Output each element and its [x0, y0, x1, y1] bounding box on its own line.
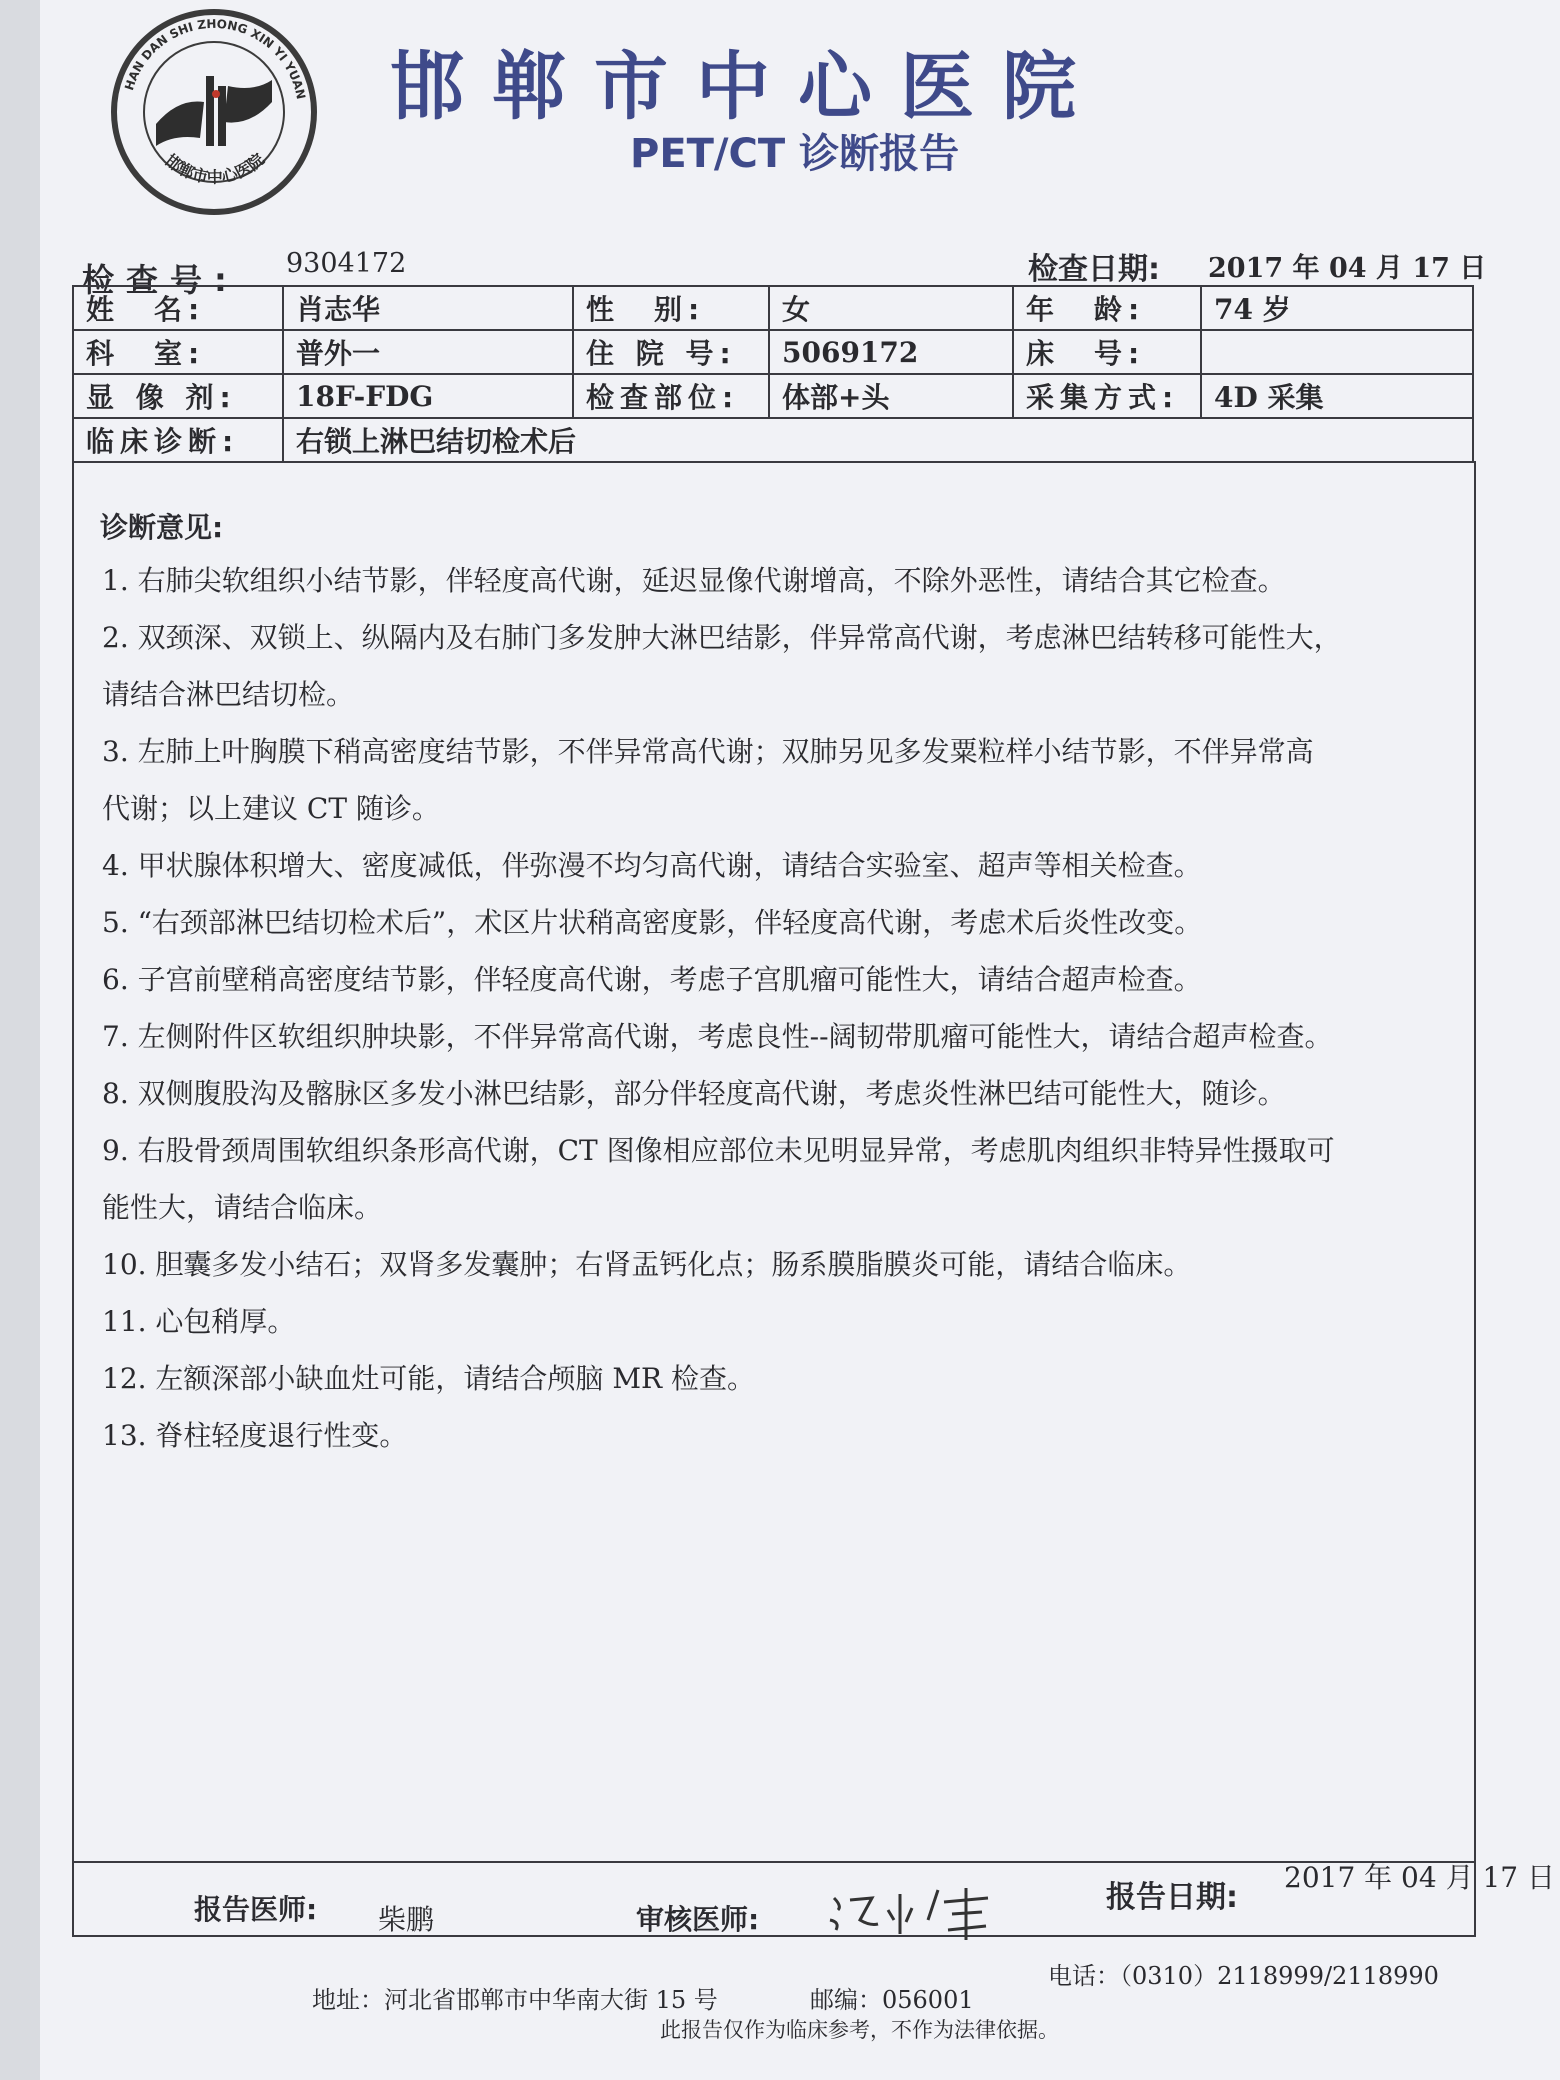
report-title: PET/CT 诊断报告 [630, 131, 960, 177]
reporter-label: 报告医师: [194, 1893, 318, 1926]
info-row [73, 418, 1473, 462]
diagnosis-item: 9. 右股骨颈周围软组织条形高代谢，CT 图像相应部位未见明显异常，考虑肌肉组织非特异性摄取可 [102, 1134, 1335, 1167]
info-row [73, 286, 1473, 330]
phone-number: 电话：（0310）2118999/2118990 [1048, 1962, 1439, 1990]
inpatient-label: 住 院 号: [573, 330, 769, 374]
report-date: 2017 年 04 月 17 日 [1284, 1861, 1556, 1894]
agent-label: 显 像 剂: [73, 374, 283, 418]
hospital-address: 地址：河北省邯郸市中华南大街 15 号 [312, 1986, 718, 2014]
report-date-label: 报告日期: [1106, 1880, 1238, 1915]
acquisition-mode: 4D 采集 [1201, 374, 1473, 418]
diagnosis-list [102, 552, 1492, 1464]
diagnosis-item: 代谢；以上建议 CT 随诊。 [102, 792, 440, 825]
svg-text:邯郸市中心医院: 邯郸市中心医院 [161, 149, 268, 187]
diagnosis-item: 11. 心包稍厚。 [102, 1305, 296, 1338]
hospital-logo [108, 6, 320, 218]
diagnosis-item: 5. “右颈部淋巴结切检术后”，术区片状稍高密度影，伴轻度高代谢，考虑术后炎性改变。 [102, 906, 1203, 939]
patient-sex: 女 [769, 286, 1013, 330]
reviewer-signature [820, 1880, 1000, 1950]
diagnosis-item: 6. 子宫前壁稍高密度结节影，伴轻度高代谢，考虑子宫肌瘤可能性大，请结合超声检查。 [102, 963, 1202, 996]
info-row [73, 374, 1473, 418]
clinical-diagnosis: 右锁上淋巴结切检术后 [283, 418, 1473, 462]
imaging-agent: 18F-FDG [283, 374, 573, 418]
postal-code: 邮编：056001 [810, 1986, 974, 2014]
age-label: 年 龄: [1013, 286, 1201, 330]
clinical-label: 临床诊断: [73, 418, 283, 462]
exam-date-label: 检查日期: [1028, 252, 1160, 287]
bed-no [1201, 330, 1473, 374]
dept-label: 科 室: [73, 330, 283, 374]
diagnosis-item: 10. 胆囊多发小结石；双肾多发囊肿；右肾盂钙化点；肠系膜脂膜炎可能，请结合临床。 [102, 1248, 1192, 1281]
disclaimer: 此报告仅作为临床参考，不作为法律依据。 [660, 2018, 1059, 2042]
exam-no: 9304172 [286, 248, 407, 279]
bed-label: 床 号: [1013, 330, 1201, 374]
diagnosis-item: 4. 甲状腺体积增大、密度减低，伴弥漫不均匀高代谢，请结合实验室、超声等相关检查。 [102, 849, 1202, 882]
name-label: 姓 名: [73, 286, 283, 330]
diagnosis-item: 8. 双侧腹股沟及髂脉区多发小淋巴结影，部分伴轻度高代谢，考虑炎性淋巴结可能性大，随诊。 [102, 1077, 1286, 1110]
diagnosis-item: 请结合淋巴结切检。 [102, 678, 355, 711]
exam-date: 2017 年 04 月 17 日 [1208, 253, 1487, 284]
inpatient-no: 5069172 [769, 330, 1013, 374]
diagnosis-item: 13. 脊柱轻度退行性变。 [102, 1419, 408, 1452]
patient-age: 74 岁 [1201, 286, 1473, 330]
reporter-name: 柴鹏 [378, 1903, 435, 1936]
patient-name: 肖志华 [283, 286, 573, 330]
patient-dept: 普外一 [283, 330, 573, 374]
mode-label: 采集方式: [1013, 374, 1201, 418]
diagnosis-item: 2. 双颈深、双锁上、纵隔内及右肺门多发肿大淋巴结影，伴异常高代谢，考虑淋巴结转移可能性大， [102, 621, 1342, 654]
sex-label: 性 别: [573, 286, 769, 330]
diagnosis-item: 7. 左侧附件区软组织肿块影，不伴异常高代谢，考虑良性--阔韧带肌瘤可能性大，请结合超声检查。 [102, 1020, 1333, 1053]
diagnosis-item: 3. 左肺上叶胸膜下稍高密度结节影，不伴异常高代谢；双肺另见多发粟粒样小结节影，不伴异常高 [102, 735, 1314, 768]
info-row [73, 330, 1473, 374]
exam-site: 体部+头 [769, 374, 1013, 418]
diagnosis-item: 能性大，请结合临床。 [102, 1191, 383, 1224]
site-label: 检查部位: [573, 374, 769, 418]
svg-text:HAN DAN SHI ZHONG XIN YI YUAN: HAN DAN SHI ZHONG XIN YI YUAN [121, 16, 309, 101]
patient-info-table [72, 285, 1474, 463]
diagnosis-label: 诊断意见: [100, 511, 224, 544]
reviewer-label: 审核医师: [636, 1903, 760, 1936]
diagnosis-item: 1. 右肺尖软组织小结节影，伴轻度高代谢，延迟显像代谢增高，不除外恶性，请结合其它检查。 [102, 564, 1286, 597]
diagnosis-item: 12. 左额深部小缺血灶可能，请结合颅脑 MR 检查。 [102, 1362, 755, 1395]
exam-no-label: 检查号: [82, 261, 239, 299]
hospital-name: 邯郸市中心医院 [390, 44, 1104, 130]
